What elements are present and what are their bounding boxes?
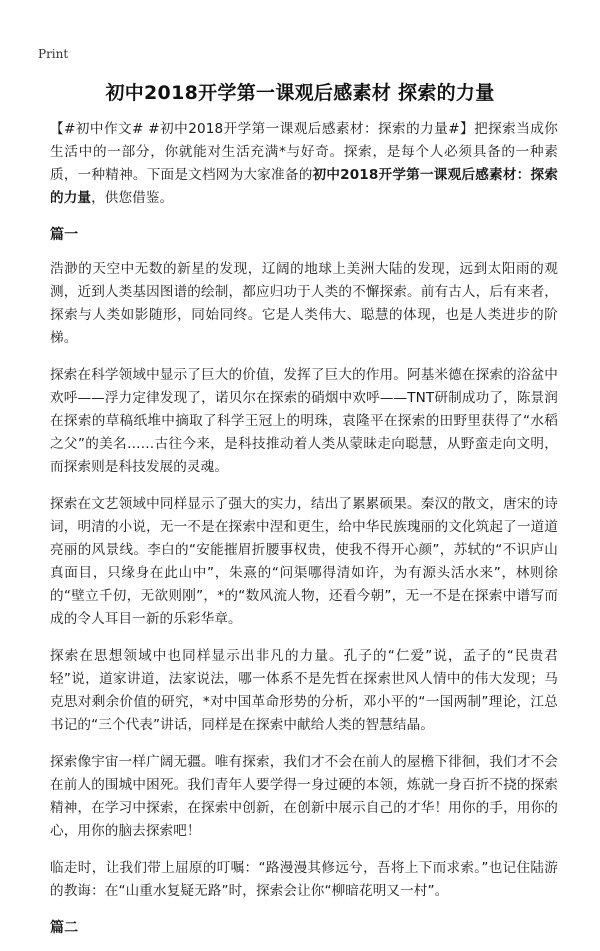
section1-paragraph-4: 探索在思想领域中也同样显示出非凡的力量。孔子的“仁爱”说，孟子的“民贵君轻”说，道家讲道，法家说法，哪一体系不是先哲在探索世风人情中的伟大发现；马克思对剩余价值的研究，*对中国革命形势的分析，邓小平的“一国两制”理论，江总书记的“三个代表”讲话，同样是在探索中献给人类的智慧结晶。 bbox=[50, 648, 558, 733]
section1-paragraph-2: 探索在科学领域中显示了巨大的价值，发挥了巨大的作用。阿基米德在探索的浴盆中欢呼——浮力定律发现了，诺贝尔在探索的硝烟中欢呼——TNT研制成功了，陈景润在探索的草稿纸堆中摘取了科学王冠上的明珠，袁隆平在探索的田野里获得了“水稻之父”的美名……古往今来，是科技推动着人类从蒙昧走向聪慧，从野蛮走向文明，而探索则是科技发展的灵魂。 bbox=[50, 367, 558, 475]
section1-paragraph-5: 探索像宇宙一样广阔无疆。唯有探索，我们才不会在前人的屋檐下徘徊，我们才不会在前人的围城中困死。我们青年人要学得一身过硬的本领，炼就一身百折不挠的探索精神，在学习中探索，在探索中创新，在创新中展示自己的才华！用你的手，用你的心，用你的脑去探索吧！ bbox=[50, 754, 558, 839]
intro-paragraph bbox=[50, 118, 558, 210]
article-body bbox=[50, 118, 558, 951]
section1-paragraph-3: 探索在文艺领域中同样显示了强大的实力，结出了累累硕果。秦汉的散文，唐宋的诗词，明清的小说，无一不是在探索中涅和更生，给中华民族瑰丽的文化筑起了一道道亮丽的风景线。李白的“安能摧眉折腰事权贵，使我不得开心颜”，苏轼的“不识庐山真面目，只缘身在此山中”，朱熹的“问渠哪得清如许，为有源头活水来”，林则徐的“壁立千仞，无欲则刚”，*的“数风流人物，还看今朝”，无一不是在探索中谱写而成的令人耳目一新的乐彩华章。 bbox=[50, 496, 558, 627]
intro-text-2: ，供您借鉴。 bbox=[91, 190, 174, 206]
section-heading-2: 篇二 bbox=[50, 920, 79, 936]
print-link[interactable]: Print bbox=[38, 47, 69, 61]
page-title: 初中2018开学第一课观后感素材 探索的力量 bbox=[105, 82, 495, 104]
intro-bold-title: 初中2018开学第一课观后感素材：探索的力量 bbox=[50, 167, 558, 206]
section1-paragraph-1: 浩渺的天空中无数的新星的发现，辽阔的地球上美洲大陆的发现，远到太阳雨的观测，近到人类基因图谱的绘制，都应归功于人类的不懈探索。前有古人，后有来者，探索与人类如影随形，同始同终。它是人类伟大、聪慧的体现，也是人类进步的阶梯。 bbox=[50, 261, 558, 346]
section1-paragraph-6: 临走时，让我们带上屈原的叮嘱：“路漫漫其修远兮，吾将上下而求索。”也记住陆游的教诲：在“山重水复疑无路”时，探索会让你“柳暗花明又一村”。 bbox=[50, 860, 558, 899]
section-heading-1: 篇一 bbox=[50, 227, 79, 243]
intro-text-1: 【#初中作文# #初中2018开学第一课观后感素材：探索的力量#】把探索当成你生活中的一部分，你就能对生活充满*与好奇。探索，是每个人必须具备的一种素质，一种精神。下面是文档网为大家准备的 bbox=[50, 121, 558, 183]
